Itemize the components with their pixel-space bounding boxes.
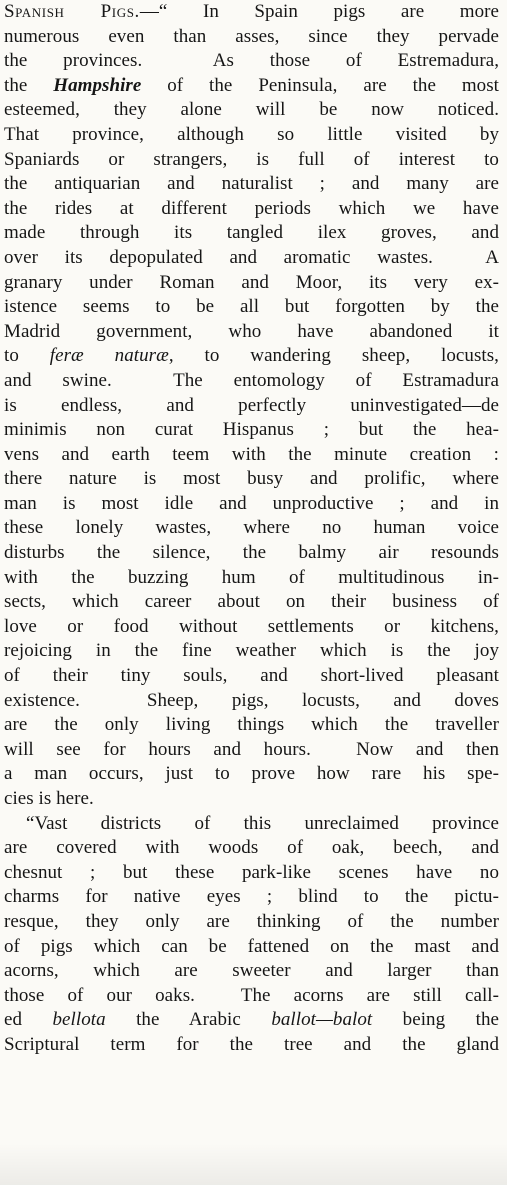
text-run: cies is here. [4, 788, 94, 809]
text-line [4, 812, 499, 837]
text-line [4, 836, 499, 861]
text-run: —“ In Spain pigs are more [139, 1, 499, 22]
text-run: Spaniards or strangers, is full of interest to [4, 148, 499, 170]
text-line [4, 689, 499, 714]
paragraph-spanish-pigs [4, 0, 499, 812]
text-run: granary under Roman and Moor, its very ex- [4, 271, 499, 293]
text-line [4, 418, 499, 443]
text-run-title: Spanish Pigs. [4, 1, 140, 22]
article-body [4, 0, 499, 1058]
text-run: That province, although so little visited by [4, 123, 499, 145]
text-run-italic: ballot—balot [271, 1009, 373, 1031]
text-line [4, 738, 499, 763]
text-run-bold-italic: Hampshire [53, 74, 142, 96]
text-line [4, 615, 499, 640]
text-line [4, 959, 499, 984]
text-run: ed [4, 1009, 53, 1031]
text-run: of the Peninsula, are the most [141, 74, 499, 96]
text-line [4, 984, 499, 1009]
text-line [4, 25, 499, 50]
text-line [4, 172, 499, 197]
text-line [4, 885, 499, 910]
scan-shadow [0, 1143, 507, 1185]
text-line [4, 246, 499, 271]
text-run: minimis non curat Hispanus ; but the hea- [4, 419, 499, 441]
text-run: to [4, 345, 50, 367]
text-run: the Arabic [105, 1009, 272, 1031]
text-run: the provinces. As those of Estremadura, [4, 50, 499, 72]
text-run: of their tiny souls, and short-lived pleasant [4, 665, 499, 687]
text-line [4, 762, 499, 787]
text-run: a man occurs, just to prove how rare his spe- [4, 763, 499, 785]
text-run: the antiquarian and naturalist ; and many are [4, 173, 499, 195]
text-line [4, 541, 499, 566]
text-line [4, 516, 499, 541]
text-run: rejoicing in the fine weather which is the joy [4, 640, 499, 662]
text-line [4, 713, 499, 738]
text-line [4, 443, 499, 468]
paragraph-vast-districts [4, 812, 499, 1058]
text-line [4, 271, 499, 296]
text-line [4, 664, 499, 689]
text-run: istence seems to be all but forgotten by the [4, 296, 499, 318]
text-line [4, 369, 499, 394]
text-run: numerous even than asses, since they pervade [4, 25, 499, 47]
text-line [4, 861, 499, 886]
text-line [4, 639, 499, 664]
text-line [4, 394, 499, 419]
text-run: , to wandering sheep, locusts, [168, 345, 499, 367]
text-line [4, 935, 499, 960]
text-line [4, 0, 499, 25]
text-run: “Vast districts of this unreclaimed province [26, 812, 499, 834]
text-run: are covered with woods of oak, beech, and [4, 837, 499, 859]
text-line [4, 492, 499, 517]
text-run-italic: feræ naturæ [49, 345, 169, 367]
text-line [4, 566, 499, 591]
text-run: is endless, and perfectly uninvestigated—de [4, 394, 499, 416]
text-line [4, 49, 499, 74]
text-run: resque, they only are thinking of the number [4, 910, 499, 932]
text-run: charms for native eyes ; blind to the pictu- [4, 886, 499, 908]
text-run: of pigs which can be fattened on the mast and [4, 935, 499, 957]
text-line [4, 74, 499, 99]
text-run: acorns, which are sweeter and larger than [4, 960, 499, 982]
text-line [4, 1033, 499, 1058]
text-run: vens and earth teem with the minute creation : [4, 443, 499, 465]
text-line [4, 590, 499, 615]
text-run: these lonely wastes, where no human voice [4, 517, 499, 539]
text-line [4, 320, 499, 345]
text-run: will see for hours and hours. Now and then [4, 738, 499, 760]
text-line [4, 98, 499, 123]
text-run: man is most idle and unproductive ; and in [4, 492, 499, 514]
text-run: are the only living things which the traveller [4, 714, 499, 736]
text-line [4, 1008, 499, 1033]
text-run: there nature is most busy and prolific, where [4, 468, 499, 490]
text-line [4, 467, 499, 492]
text-line [4, 787, 499, 812]
text-run: the [4, 74, 54, 96]
text-line [4, 221, 499, 246]
text-run: and swine. The entomology of Estramadura [4, 369, 499, 391]
text-line [4, 295, 499, 320]
text-run: with the buzzing hum of multitudinous in- [4, 566, 499, 588]
text-line [4, 123, 499, 148]
text-run: sects, which career about on their business of [4, 591, 499, 613]
text-line [4, 910, 499, 935]
text-run: over its depopulated and aromatic wastes. A [4, 246, 499, 268]
text-run: the rides at different periods which we have [4, 197, 499, 219]
text-run: esteemed, they alone will be now noticed. [4, 99, 499, 121]
text-run: made through its tangled ilex groves, and [4, 222, 499, 244]
text-run: being the [372, 1009, 499, 1031]
text-run: Scriptural term for the tree and the gland [4, 1033, 499, 1055]
text-line [4, 197, 499, 222]
text-line [4, 344, 499, 369]
text-run-italic: bellota [52, 1009, 106, 1031]
text-run: love or food without settlements or kitchens, [4, 615, 499, 637]
text-line [4, 148, 499, 173]
text-run: Madrid government, who have abandoned it [4, 320, 499, 342]
text-run: those of our oaks. The acorns are still call- [4, 984, 499, 1006]
text-run: chesnut ; but these park-like scenes have no [4, 861, 499, 883]
text-run: existence. Sheep, pigs, locusts, and doves [4, 689, 499, 711]
text-run: disturbs the silence, the balmy air resounds [4, 542, 499, 564]
